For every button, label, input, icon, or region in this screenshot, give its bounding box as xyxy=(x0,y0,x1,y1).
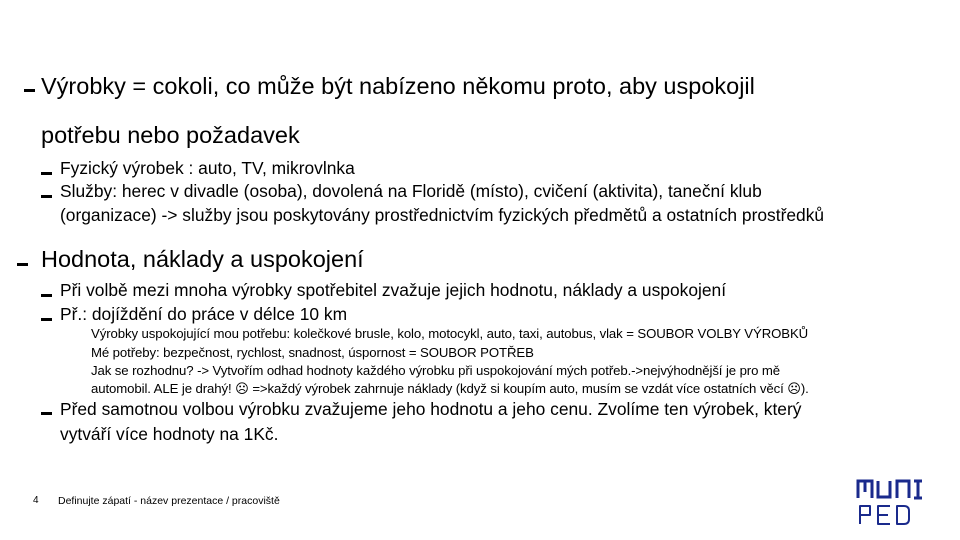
page-number: 4 xyxy=(33,495,39,506)
footer-text: Definujte zápatí - název prezentace / pracoviště xyxy=(58,495,280,507)
detail-text: Výrobky uspokojující mou potřebu: kolečkové brusle, kolo, motocykl, auto, taxi, autobus, vlak = SOUBOR VOLBY VÝROBKŮ xyxy=(91,326,809,341)
sub-bullet-text-continued: vytváří více hodnoty na 1Kč. xyxy=(60,424,279,444)
bullet-text-continued: potřebu nebo požadavek xyxy=(41,122,300,148)
sub-bullet-marker xyxy=(41,318,52,321)
sub-bullet-marker xyxy=(41,172,52,175)
sub-bullet-text: Fyzický výrobek : auto, TV, mikrovlnka xyxy=(60,158,355,178)
detail-text: Jak se rozhodnu? -> Vytvořím odhad hodnoty každého výrobku při uspokojování mých potřeb.->nejvýhodnější je pro mě xyxy=(91,363,781,378)
bullet-marker xyxy=(24,89,35,92)
sub-bullet-marker xyxy=(41,294,52,297)
muni-ped-logo xyxy=(856,478,928,526)
sub-bullet-text: Služby: herec v divadle (osoba), dovolená na Floridě (místo), cvičení (aktivita), taneční klub xyxy=(60,181,762,201)
sub-bullet-marker xyxy=(41,412,52,415)
bullet-marker xyxy=(17,263,28,266)
bullet-text: Hodnota, náklady a uspokojení xyxy=(41,246,364,272)
sub-bullet-text: Př.: dojíždění do práce v délce 10 km xyxy=(60,304,348,324)
sub-bullet-text: Před samotnou volbou výrobku zvažujeme jeho hodnotu a jeho cenu. Zvolíme ten výrobek, který xyxy=(60,399,802,419)
sub-bullet-marker xyxy=(41,195,52,198)
bullet-text: Výrobky = cokoli, co může být nabízeno někomu proto, aby uspokojil xyxy=(41,73,755,99)
detail-text: Mé potřeby: bezpečnost, rychlost, snadnost, úspornost = SOUBOR POTŘEB xyxy=(91,345,534,360)
sub-bullet-text: Při volbě mezi mnoha výrobky spotřebitel zvažuje jejich hodnotu, náklady a uspokojení xyxy=(60,280,727,300)
detail-text: automobil. ALE je drahý! ☹ =>každý výrobek zahrnuje náklady (když si koupím auto, musím se vzdát více ostatních věcí ☹). xyxy=(91,381,809,396)
sub-bullet-text-continued: (organizace) -> služby jsou poskytovány prostřednictvím fyzických předmětů a ostatních prostředků xyxy=(60,205,825,225)
